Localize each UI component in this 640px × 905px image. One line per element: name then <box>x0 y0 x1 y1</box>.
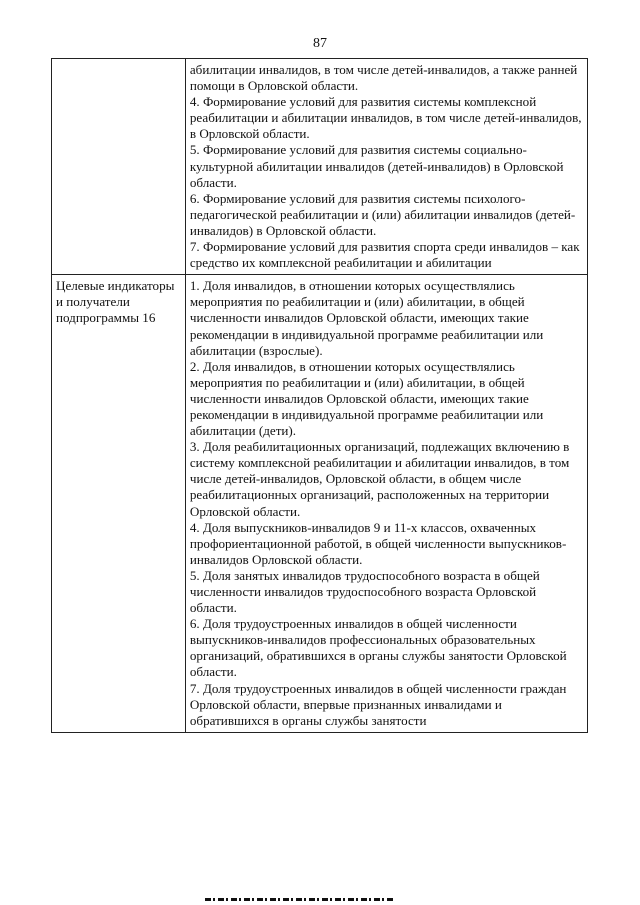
indicator-paragraph: 6. Доля трудоустроенных инвалидов в общей численности выпускников-инвалидов профессиональных образовательных организаций, обратившихся в органы службы занятости Орловской области. <box>189 616 567 680</box>
indicator-paragraph: 1. Доля инвалидов, в отношении которых осуществлялись мероприятия по реабилитации и (или) абилитации, в общей численности инвалидов Орловской области, имеющих такие рекомендации в индивидуальной программе реабилитации или абилитации (взрослые). <box>189 278 544 358</box>
row-label-cell: Целевые индикаторы и получатели подпрограммы 16 <box>52 275 186 733</box>
page-number: 87 <box>313 36 327 51</box>
indicator-paragraph: 2. Доля инвалидов, в отношении которых осуществлялись мероприятия по реабилитации и (или) абилитации, в общей численности инвалидов Орловской области, имеющих такие рекомендации в индивидуальной программе реабилитации или абилитации (дети). <box>189 358 544 439</box>
table-row <box>52 59 588 275</box>
indicator-paragraph: 5. Доля занятых инвалидов трудоспособного возраста в общей численности инвалидов трудоспособного возраста Орловской области. <box>189 567 540 616</box>
table-row <box>52 275 588 733</box>
row-label-cell <box>52 59 186 275</box>
scan-artifact <box>205 898 395 901</box>
task-paragraph: 6. Формирование условий для развития системы психолого-педагогической реабилитации и (или) абилитации инвалидов (детей-инвалидов) в Орловской области. <box>189 190 576 238</box>
task-paragraph: 7. Формирование условий для развития спорта среди инвалидов – как средство их комплексной реабилитации и абилитации <box>189 239 580 271</box>
task-paragraph: 4. Формирование условий для развития системы комплексной реабилитации и абилитации инвалидов, в том числе детей-инвалидов, в Орловской области. <box>189 94 582 142</box>
indicator-paragraph: 4. Доля выпускников-инвалидов 9 и 11-х классов, охваченных профориентационной работой, в общей численности выпускников-инвалидов Орловской области. <box>189 519 567 567</box>
task-paragraph: 5. Формирование условий для развития системы социально-культурной абилитации инвалидов (детей-инвалидов) в Орловской области. <box>189 142 564 190</box>
row-content-cell <box>185 275 587 733</box>
task-paragraph: абилитации инвалидов, в том числе детей-инвалидов, а также ранней помощи в Орловской области. <box>189 62 578 94</box>
subprogram-table <box>51 58 588 733</box>
row-content-cell <box>185 59 587 275</box>
indicator-paragraph: 3. Доля реабилитационных организаций, подлежащих включению в систему комплексной реабилитации и абилитации инвалидов, в том числе детей-инвалидов, Орловской области, в общем числе реабилитационных организаций, расположенных на территории Орловской области. <box>189 439 570 519</box>
indicator-paragraph: 7. Доля трудоустроенных инвалидов в общей численности граждан Орловской области, впервые признанных инвалидами и обратившихся в органы службы занятости <box>189 680 567 728</box>
